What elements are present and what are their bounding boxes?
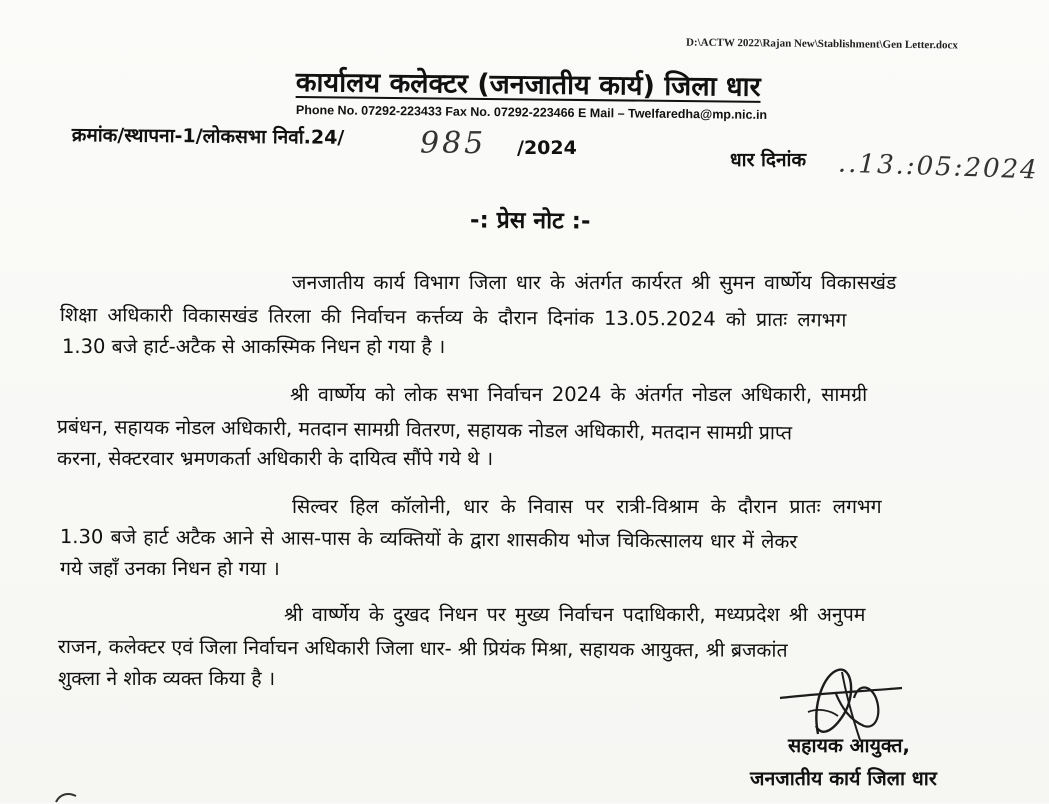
signatory-department: जनजातीय कार्य जिला धार [750,767,937,790]
handwritten-date: ..13.:05:2024 [837,148,1040,186]
paragraph-3-line-2: 1.30 बजे हार्ट अटैक आने से आस-पास के व्यक्तियों के द्वारा शासकीय भोज चिकित्सालय धार में लेकर [59,524,798,554]
paragraph-2-line-3: करना, सेक्टरवार भ्रमणकर्ता अधिकारी के दायित्व सौंपे गये थे । [57,447,494,470]
paragraph-2-line-2: प्रबंधन, सहायक नोडल अधिकारी, मतदान सामग्री वितरण, सहायक नोडल अधिकारी, मतदान सामग्री प्राप्त [56,414,793,445]
paragraph-4-line-2: राजन, कलेक्टर एवं जिला निर्वाचन अधिकारी जिला धार- श्री प्रियंक मिश्रा, सहायक आयुक्त, श्री ब्रजकांत [57,634,788,662]
paragraph-1-line-3: 1.30 बजे हार्ट-अटैक से आकस्मिक निधन हो गया है । [62,335,446,358]
reference-year: /2024 [517,137,577,159]
paragraph-2-line-1: श्री वार्ष्णेय को लोक सभा निर्वाचन 2024 के अंतर्गत नोडल अधिकारी, सामग्री [290,383,868,406]
paragraph-3-line-3: गये जहाँ उनका निधन हो गया । [60,557,280,580]
handwritten-reference-number: 985 [420,126,487,161]
date-label: धार दिनांक [730,149,807,171]
signatory-designation: सहायक आयुक्त, [788,734,910,757]
reference-number-prefix: क्रमांक/स्थापना-1/लोकसभा निर्वा.24/ [71,123,345,149]
paragraph-1-line-1: जनजातीय कार्य विभाग जिला धार के अंतर्गत कार्यरत श्री सुमन वार्ष्णेय विकासखंड [292,271,897,294]
paragraph-4-line-3: शुक्ला ने शोक व्यक्त किया है । [58,667,276,690]
paragraph-3-line-1: सिल्वर हिल कॉलोनी, धार के निवास पर रात्री-विश्राम के दौरान प्रातः लगभग [292,495,882,518]
press-note-heading: -: प्रेस नोट :- [469,207,591,235]
paragraph-1-line-2: शिक्षा अधिकारी विकासखंड तिरला की निर्वाचन कर्त्तव्य के दौरान दिनांक 13.05.2024 को प्रातः लगभग [59,302,847,332]
file-path-footer: D:\ACTW 2022\Rajan New\Stablishment\Gen Letter.docx [685,36,959,52]
paragraph-4-line-1: श्री वार्ष्णेय के दुखद निधन पर मुख्य निर्वाचन पदाधिकारी, मध्यप्रदेश श्री अनुपम [284,603,866,626]
contact-details: Phone No. 07292-223433 Fax No. 07292-223466 E Mail – Twelfaredha@mp.nic.in [295,103,768,122]
office-title: कार्यालय कलेक्टर (जनजातीय कार्य) जिला धार [295,66,761,103]
